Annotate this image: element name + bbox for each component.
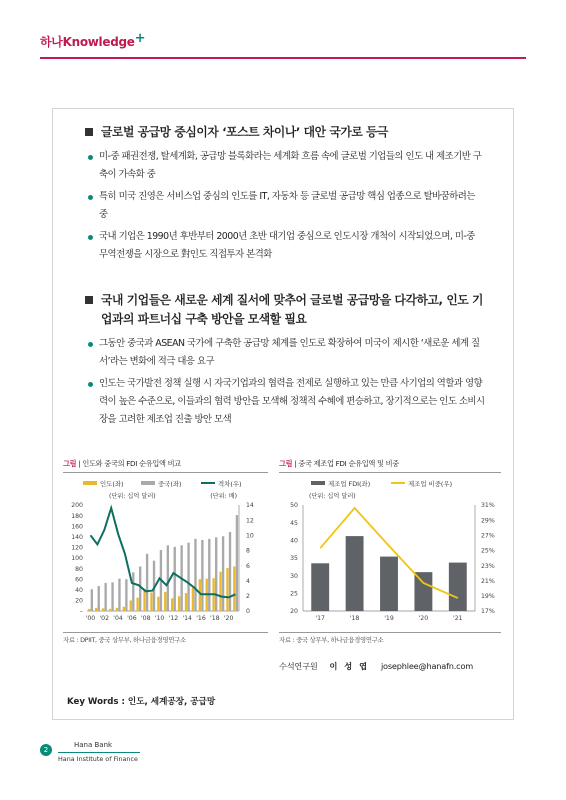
legend-label: 격차(우) — [218, 480, 242, 488]
y-tick-left: 25 — [290, 590, 298, 598]
bar-china — [104, 583, 106, 611]
y-tick-left: 40 — [75, 587, 83, 594]
x-tick: '00 — [85, 615, 96, 622]
y-tick-left: 100 — [71, 555, 83, 563]
bullet-item — [85, 148, 485, 184]
dot-bullet-icon — [88, 235, 93, 240]
bullet-text: 미-중 패권전쟁, 탈세계화, 공급망 블록화라는 세계화 흐름 속에 글로벌 기업들의 인도 내 제조기반 구축이 가속화 중 — [99, 151, 482, 180]
chart1-title-text: 인도와 중국의 FDI 순유입액 비교 — [82, 459, 181, 468]
x-tick: '14 — [182, 615, 192, 622]
bar-china — [208, 539, 210, 611]
bullet-text: 국내 기업은 1990년 후반부터 2000년 초반 대기업 중심으로 인도시장 개척이 시작되었으며, 미-중 무역전쟁을 시장으로 對인도 직접투자 본격화 — [99, 231, 475, 260]
author-title: 수석연구원 — [279, 661, 318, 671]
header-rule — [40, 57, 526, 59]
legend-label: 제조업 FDI(좌) — [328, 480, 371, 488]
unit-right: (단위: 배) — [210, 493, 237, 500]
y-tick-right: 12 — [246, 517, 254, 525]
bar-india — [192, 588, 194, 611]
y-tick-left: 35 — [290, 555, 298, 563]
bar-china — [125, 579, 127, 611]
bar-india — [88, 609, 90, 611]
bar-india — [136, 598, 138, 611]
y-tick-right: 25% — [481, 547, 495, 555]
bar-china — [91, 589, 93, 611]
square-bullet-icon — [85, 296, 93, 304]
legend-swatch — [83, 481, 97, 485]
brand-text: 하나Knowledge — [40, 35, 135, 49]
brand-logo — [40, 33, 145, 50]
section-1 — [85, 123, 485, 264]
y-tick-right: 2 — [246, 593, 250, 601]
x-tick: '10 — [154, 615, 165, 622]
x-tick: '20 — [418, 615, 429, 622]
bar-india — [109, 609, 111, 611]
dot-bullet-icon — [88, 342, 93, 347]
bar-manufacturing-fdi — [346, 536, 364, 611]
y-tick-left: 20 — [75, 597, 83, 605]
bullet-item — [85, 335, 485, 371]
y-tick-right: 8 — [246, 547, 250, 555]
y-tick-right: 14 — [246, 502, 254, 510]
chart1-rule — [63, 472, 268, 473]
y-tick-left: 30 — [290, 572, 298, 580]
chart2-source: 자료 : 중국 상무부, 하나금융경영연구소 — [279, 636, 384, 644]
x-tick: '16 — [196, 615, 206, 622]
bar-manufacturing-fdi — [449, 563, 467, 611]
bullet-text: 인도는 국가발전 정책 실행 시 자국기업과의 협력을 전제로 실행하고 있는 만큼 사기업의 역할과 영향력이 높은 수준으로, 이들과의 협력 방안을 모색해 정책적 수혜에 편승하고, 장기적으로는 인도 소비시장을 고려한 제조업 진출 방안 모색 — [99, 378, 485, 425]
legend-swatch — [311, 481, 325, 485]
author-name: 이 성 엽 — [329, 661, 369, 671]
heading-text: 국내 기업들은 새로운 세계 질서에 맞추어 글로벌 공급망을 다각하고, 인도 기업과의 파트너십 구축 방안을 모색할 필요 — [101, 293, 484, 326]
y-tick-right: 31% — [481, 502, 495, 510]
y-tick-right: 19% — [481, 593, 495, 601]
bar-manufacturing-fdi — [414, 572, 432, 611]
chart1-title: 그림 | 인도와 중국의 FDI 순유입액 비교 — [63, 459, 181, 468]
unit-left: (단위: 십억 달러) — [309, 493, 356, 500]
bar-india — [116, 608, 118, 611]
bar-india — [123, 607, 125, 611]
chart2-title: 그림 | 중국 제조업 FDI 순유입액 및 비중 — [279, 459, 399, 468]
y-tick-left: 160 — [71, 523, 83, 531]
bar-china — [187, 543, 189, 611]
bullet-item — [85, 375, 485, 429]
y-tick-right: 27% — [481, 532, 495, 540]
bar-india — [178, 596, 180, 611]
y-tick-left: 180 — [71, 512, 83, 520]
bullet-item — [85, 228, 485, 264]
figure-label: 그림 — [63, 459, 77, 468]
chart2-bottom-rule — [279, 632, 501, 633]
y-tick-right: 10 — [246, 532, 254, 540]
x-tick: '18 — [349, 615, 360, 622]
bar-india — [164, 592, 166, 611]
bar-manufacturing-fdi — [380, 557, 398, 611]
dot-bullet-icon — [88, 195, 93, 200]
unit-left: (단위: 십억 달러) — [109, 493, 156, 500]
section-2 — [85, 291, 485, 429]
y-tick-left: 45 — [290, 519, 298, 527]
y-tick-left: 40 — [290, 537, 298, 545]
x-tick: '04 — [113, 615, 123, 622]
bar-china — [215, 537, 217, 611]
y-tick-left: 140 — [71, 534, 83, 541]
bar-china — [146, 554, 148, 611]
x-tick: '21 — [453, 615, 463, 622]
y-tick-left: 80 — [75, 565, 83, 573]
x-tick: '02 — [99, 615, 110, 622]
x-tick: '19 — [384, 615, 394, 622]
bullet-text: 특히 미국 진영은 서비스업 중심의 인도를 IT, 자동차 등 글로벌 공급망 핵심 업종으로 탈바꿈하려는 중 — [99, 191, 475, 220]
bar-china — [132, 572, 134, 611]
chart1-svg — [59, 475, 273, 633]
bar-india — [226, 568, 228, 611]
bar-china — [139, 566, 141, 611]
bar-manufacturing-fdi — [311, 563, 329, 611]
chart2-svg — [275, 475, 505, 633]
bullet-text: 그동안 중국과 ASEAN 국가에 구축한 공급망 체계를 인도로 확장하여 미국이 제시한 ‘새로운 세계 질서’라는 변화에 적극 대응 요구 — [99, 338, 480, 367]
dot-bullet-icon — [88, 382, 93, 387]
y-tick-left: 60 — [75, 576, 83, 584]
author-email: josephlee@hanafn.com — [380, 661, 474, 671]
bar-india — [95, 608, 97, 611]
bar-china — [118, 579, 120, 611]
y-tick-left: 20 — [290, 608, 298, 616]
x-tick: '06 — [127, 615, 137, 622]
page-number: 2 — [40, 744, 52, 756]
y-tick-right: 4 — [246, 577, 250, 585]
x-tick: '17 — [315, 615, 325, 622]
chart1-source: 자료 : DPIIT, 중국 상무부, 하나금융경영연구소 — [63, 636, 186, 644]
bar-india — [171, 598, 173, 611]
section-heading — [85, 291, 485, 329]
x-tick: '20 — [223, 615, 234, 622]
y-tick-right: 0 — [246, 608, 250, 616]
bar-china — [167, 545, 169, 611]
y-tick-right: 6 — [246, 562, 250, 570]
brand-plus-icon: + — [134, 31, 146, 46]
chart2-rule — [279, 472, 501, 473]
bar-india — [185, 593, 187, 611]
dot-bullet-icon — [88, 155, 93, 160]
y-tick-left: – — [79, 608, 83, 616]
bar-india — [157, 597, 159, 611]
bar-china — [111, 582, 113, 611]
footer-bank: Hana Bank — [74, 741, 113, 749]
y-tick-left: 200 — [71, 502, 83, 510]
y-tick-right: 29% — [481, 517, 495, 525]
bar-china — [174, 547, 176, 611]
y-tick-right: 23% — [481, 562, 495, 570]
bar-china — [201, 540, 203, 611]
bar-india — [102, 608, 104, 611]
legend-label: 중국(좌) — [158, 480, 182, 488]
chart1-bottom-rule — [63, 632, 268, 633]
figure-label: 그림 — [279, 459, 293, 468]
legend-swatch — [141, 481, 155, 485]
footer-rule — [58, 752, 140, 753]
x-tick: '08 — [140, 615, 151, 622]
bar-china — [222, 536, 224, 611]
bar-india — [130, 600, 132, 611]
legend-label: 제조업 비중(우) — [408, 480, 453, 488]
section-heading — [85, 123, 485, 142]
y-tick-right: 21% — [481, 577, 495, 585]
author-line — [279, 661, 473, 672]
x-tick: '18 — [210, 615, 220, 622]
bullet-item — [85, 188, 485, 224]
chart2-title-text: 중국 제조업 FDI 순유입액 및 비중 — [298, 459, 399, 468]
x-tick: '12 — [168, 615, 179, 622]
heading-text: 글로벌 공급망 중심이자 ‘포스트 차이나’ 대안 국가로 등극 — [101, 125, 389, 139]
legend-label: 인도(좌) — [100, 480, 124, 488]
footer-institute: Hana Institute of Finance — [58, 755, 138, 763]
bar-india — [150, 592, 152, 611]
y-tick-left: 120 — [71, 544, 83, 552]
bar-china — [229, 532, 231, 611]
bar-china — [194, 539, 196, 611]
keywords: Key Words : 인도, 세계공장, 공급망 — [67, 697, 216, 707]
square-bullet-icon — [85, 128, 93, 136]
y-tick-right: 17% — [481, 608, 495, 616]
bar-india — [219, 572, 221, 611]
bar-china — [98, 586, 100, 611]
bar-china — [236, 515, 238, 611]
bar-india — [233, 566, 235, 611]
y-tick-left: 50 — [290, 502, 298, 510]
summary-box — [52, 108, 514, 720]
